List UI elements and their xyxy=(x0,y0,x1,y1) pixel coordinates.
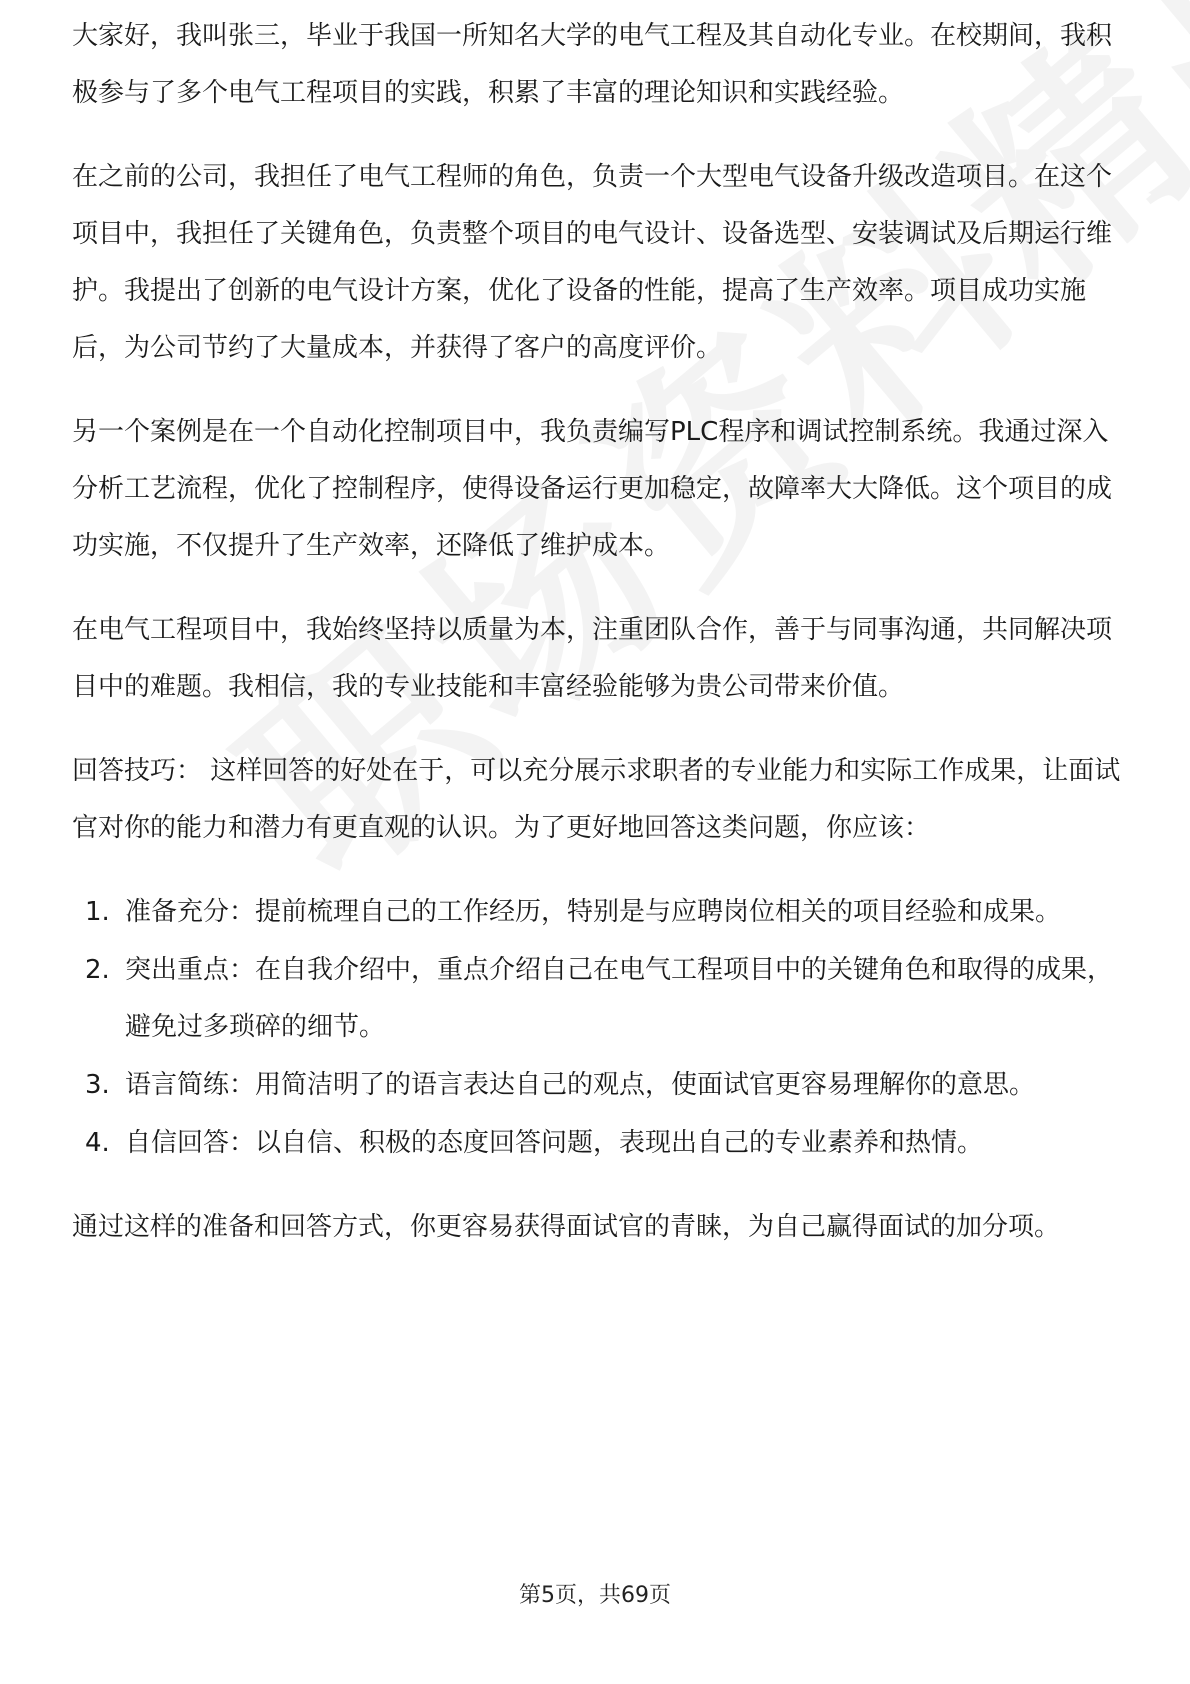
list-item xyxy=(72,942,1122,1056)
paragraph-teamwork: 在电气工程项目中，我始终坚持以质量为本，注重团队合作，善于与同事沟通，共同解决项目中的难题。我相信，我的专业技能和丰富经验能够为贵公司带来价值。 xyxy=(72,615,1113,702)
list-text: 语言简练：用简洁明了的语言表达自己的观点，使面试官更容易理解你的意思。 xyxy=(125,1070,1036,1100)
list-text: 准备充分：提前梳理自己的工作经历，特别是与应聘岗位相关的项目经验和成果。 xyxy=(125,897,1062,927)
list-item xyxy=(72,1115,1122,1172)
tips-list xyxy=(72,884,1122,1172)
list-number: 1. xyxy=(85,897,110,927)
paragraph-project-1: 在之前的公司，我担任了电气工程师的角色，负责一个大型电气设备升级改造项目。在这个项目中，我担任了关键角色，负责整个项目的电气设计、设备选型、安装调试及后期运行维护。我提出了创新的电气设计方案，优化了设备的性能，提高了生产效率。项目成功实施后，为公司节约了大量成本，并获得了客户的高度评价。 xyxy=(72,162,1113,363)
page-number-footer: 第5页，共69页 xyxy=(519,1583,671,1608)
list-text: 突出重点：在自我介绍中，重点介绍自己在电气工程项目中的关键角色和取得的成果，避免过多琐碎的细节。 xyxy=(125,955,1114,1042)
list-item xyxy=(72,884,1122,941)
paragraph-closing: 通过这样的准备和回答方式，你更容易获得面试官的青睐，为自己赢得面试的加分项。 xyxy=(72,1212,1061,1242)
list-number: 4. xyxy=(85,1128,110,1158)
list-text: 自信回答：以自信、积极的态度回答问题，表现出自己的专业素养和热情。 xyxy=(125,1128,984,1158)
paragraph-answer-tips: 回答技巧： 这样回答的好处在于，可以充分展示求职者的专业能力和实际工作成果，让面试官对你的能力和潜力有更直观的认识。为了更好地回答这类问题，你应该： xyxy=(72,756,1121,843)
list-item xyxy=(72,1057,1122,1114)
document-body xyxy=(72,21,1122,1283)
list-number: 3. xyxy=(85,1070,110,1100)
paragraph-project-2: 另一个案例是在一个自动化控制项目中，我负责编写PLC程序和调试控制系统。我通过深入分析工艺流程，优化了控制程序，使得设备运行更加稳定，故障率大大降低。这个项目的成功实施，不仅提升了生产效率，还降低了维护成本。 xyxy=(72,417,1113,561)
paragraph-intro: 大家好，我叫张三，毕业于我国一所知名大学的电气工程及其自动化专业。在校期间，我积极参与了多个电气工程项目的实践，积累了丰富的理论知识和实践经验。 xyxy=(72,21,1113,108)
list-number: 2. xyxy=(85,955,110,985)
